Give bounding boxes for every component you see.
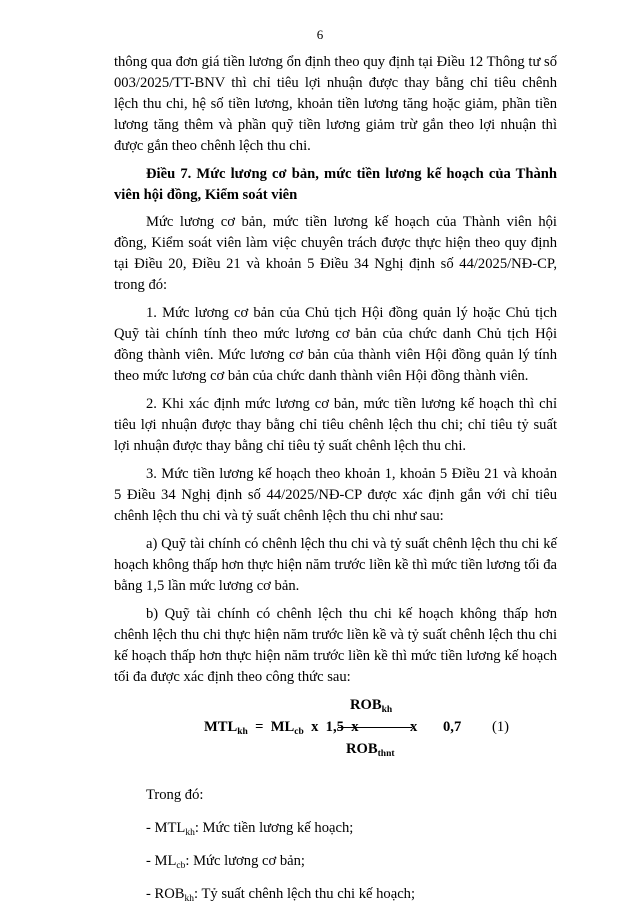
paragraph-clause-3a: a) Quỹ tài chính có chênh lệch thu chi và tỷ suất chênh lệch thu chi kế hoạch không thấp hơn thực hiện năm trước liền kề thì mức tiền lương tối đa bằng 1,5 lần mức lương cơ bản. bbox=[114, 536, 557, 594]
definition-item: - $ML_{cb}$: Mức lương cơ bản; bbox=[146, 853, 305, 871]
intro-paragraph: thông qua đơn giá tiền lương ổn định theo quy định tại Điều 12 Thông tư số 003/2025/TT-BNV thì chỉ tiêu lợi nhuận được thay bằng chỉ tiêu chênh lệch thu chi, hệ số tiền lương, khoản tiền lương tăng hoặc giảm, phần tiền lương tăng thêm và phần quỹ tiền lương giảm trừ gắn theo lợi nhuận thì được gắn theo chênh lệch thu chi. bbox=[114, 54, 557, 154]
formula-multiplier: x bbox=[410, 719, 418, 735]
page-number: 6 bbox=[316, 27, 324, 42]
definition-item: - $MTL_{kh}$: Mức tiền lương kế hoạch; bbox=[146, 820, 354, 838]
paragraph-clause-1: 1. Mức lương cơ bản của Chủ tịch Hội đồng quản lý hoặc Chủ tịch Quỹ tài chính tính theo mức lương cơ bản của chức danh Chủ tịch Hội đồng thành viên. Mức lương cơ bản của thành viên Hội đồng quản lý tính theo mức lương cơ bản của chức danh thành viên Hội đồng thành viên. bbox=[114, 305, 557, 384]
salary-formula bbox=[114, 695, 557, 779]
formula-numerator: $ROB_{kh}$ bbox=[350, 697, 393, 715]
formula-main-terms: $MTL_{kh} = ML_{cb}$ x 1,5 x bbox=[204, 719, 359, 737]
definitions-intro: Trong đó: bbox=[146, 787, 204, 803]
formula-denominator: $ROB_{thnt}$ bbox=[346, 741, 395, 759]
document-body bbox=[114, 52, 557, 917]
paragraph-clause-3: 3. Mức tiền lương kế hoạch theo khoản 1, khoản 5 Điều 21 và khoản 5 Điều 34 Nghị định số 44/2025/NĐ-CP được xác định gắn với chỉ tiêu chênh lệch thu chi và tỷ suất chênh lệch thu chi như sau: bbox=[114, 466, 557, 524]
formula-coefficient: 0,7 bbox=[443, 719, 462, 735]
paragraph-general: Mức lương cơ bản, mức tiền lương kế hoạch của Thành viên hội đồng, Kiểm soát viên làm việc chuyên trách được thực hiện theo quy định tại Điều 20, Điều 21 và khoản 5 Điều 34 Nghị định số 44/2025/NĐ-CP, trong đó: bbox=[114, 214, 557, 293]
paragraph-clause-3b: b) Quỹ tài chính có chênh lệch thu chi kế hoạch không thấp hơn chênh lệch thu chi thực hiện năm trước liền kề và tỷ suất chênh lệch thu chi kế hoạch thấp hơn thực hiện năm trước liền kề thì mức tiền lương kế hoạch tối đa được xác định theo công thức sau: bbox=[114, 606, 557, 685]
article-7-heading: Điều 7. Mức lương cơ bản, mức tiền lương kế hoạch của Thành viên hội đồng, Kiểm soát viên bbox=[114, 166, 557, 203]
paragraph-clause-2: 2. Khi xác định mức lương cơ bản, mức tiền lương kế hoạch thì chỉ tiêu lợi nhuận được thay bằng chỉ tiêu chênh lệch thu chi; chỉ tiêu tỷ suất lợi nhuận được thay bằng chỉ tiêu tỷ suất chênh lệch thu chi. bbox=[114, 396, 557, 454]
formula-number: (1) bbox=[492, 719, 510, 735]
definition-item: - $ROB_{kh}$: Tỷ suất chênh lệch thu chi kế hoạch; bbox=[146, 886, 416, 904]
definitions bbox=[114, 785, 557, 905]
